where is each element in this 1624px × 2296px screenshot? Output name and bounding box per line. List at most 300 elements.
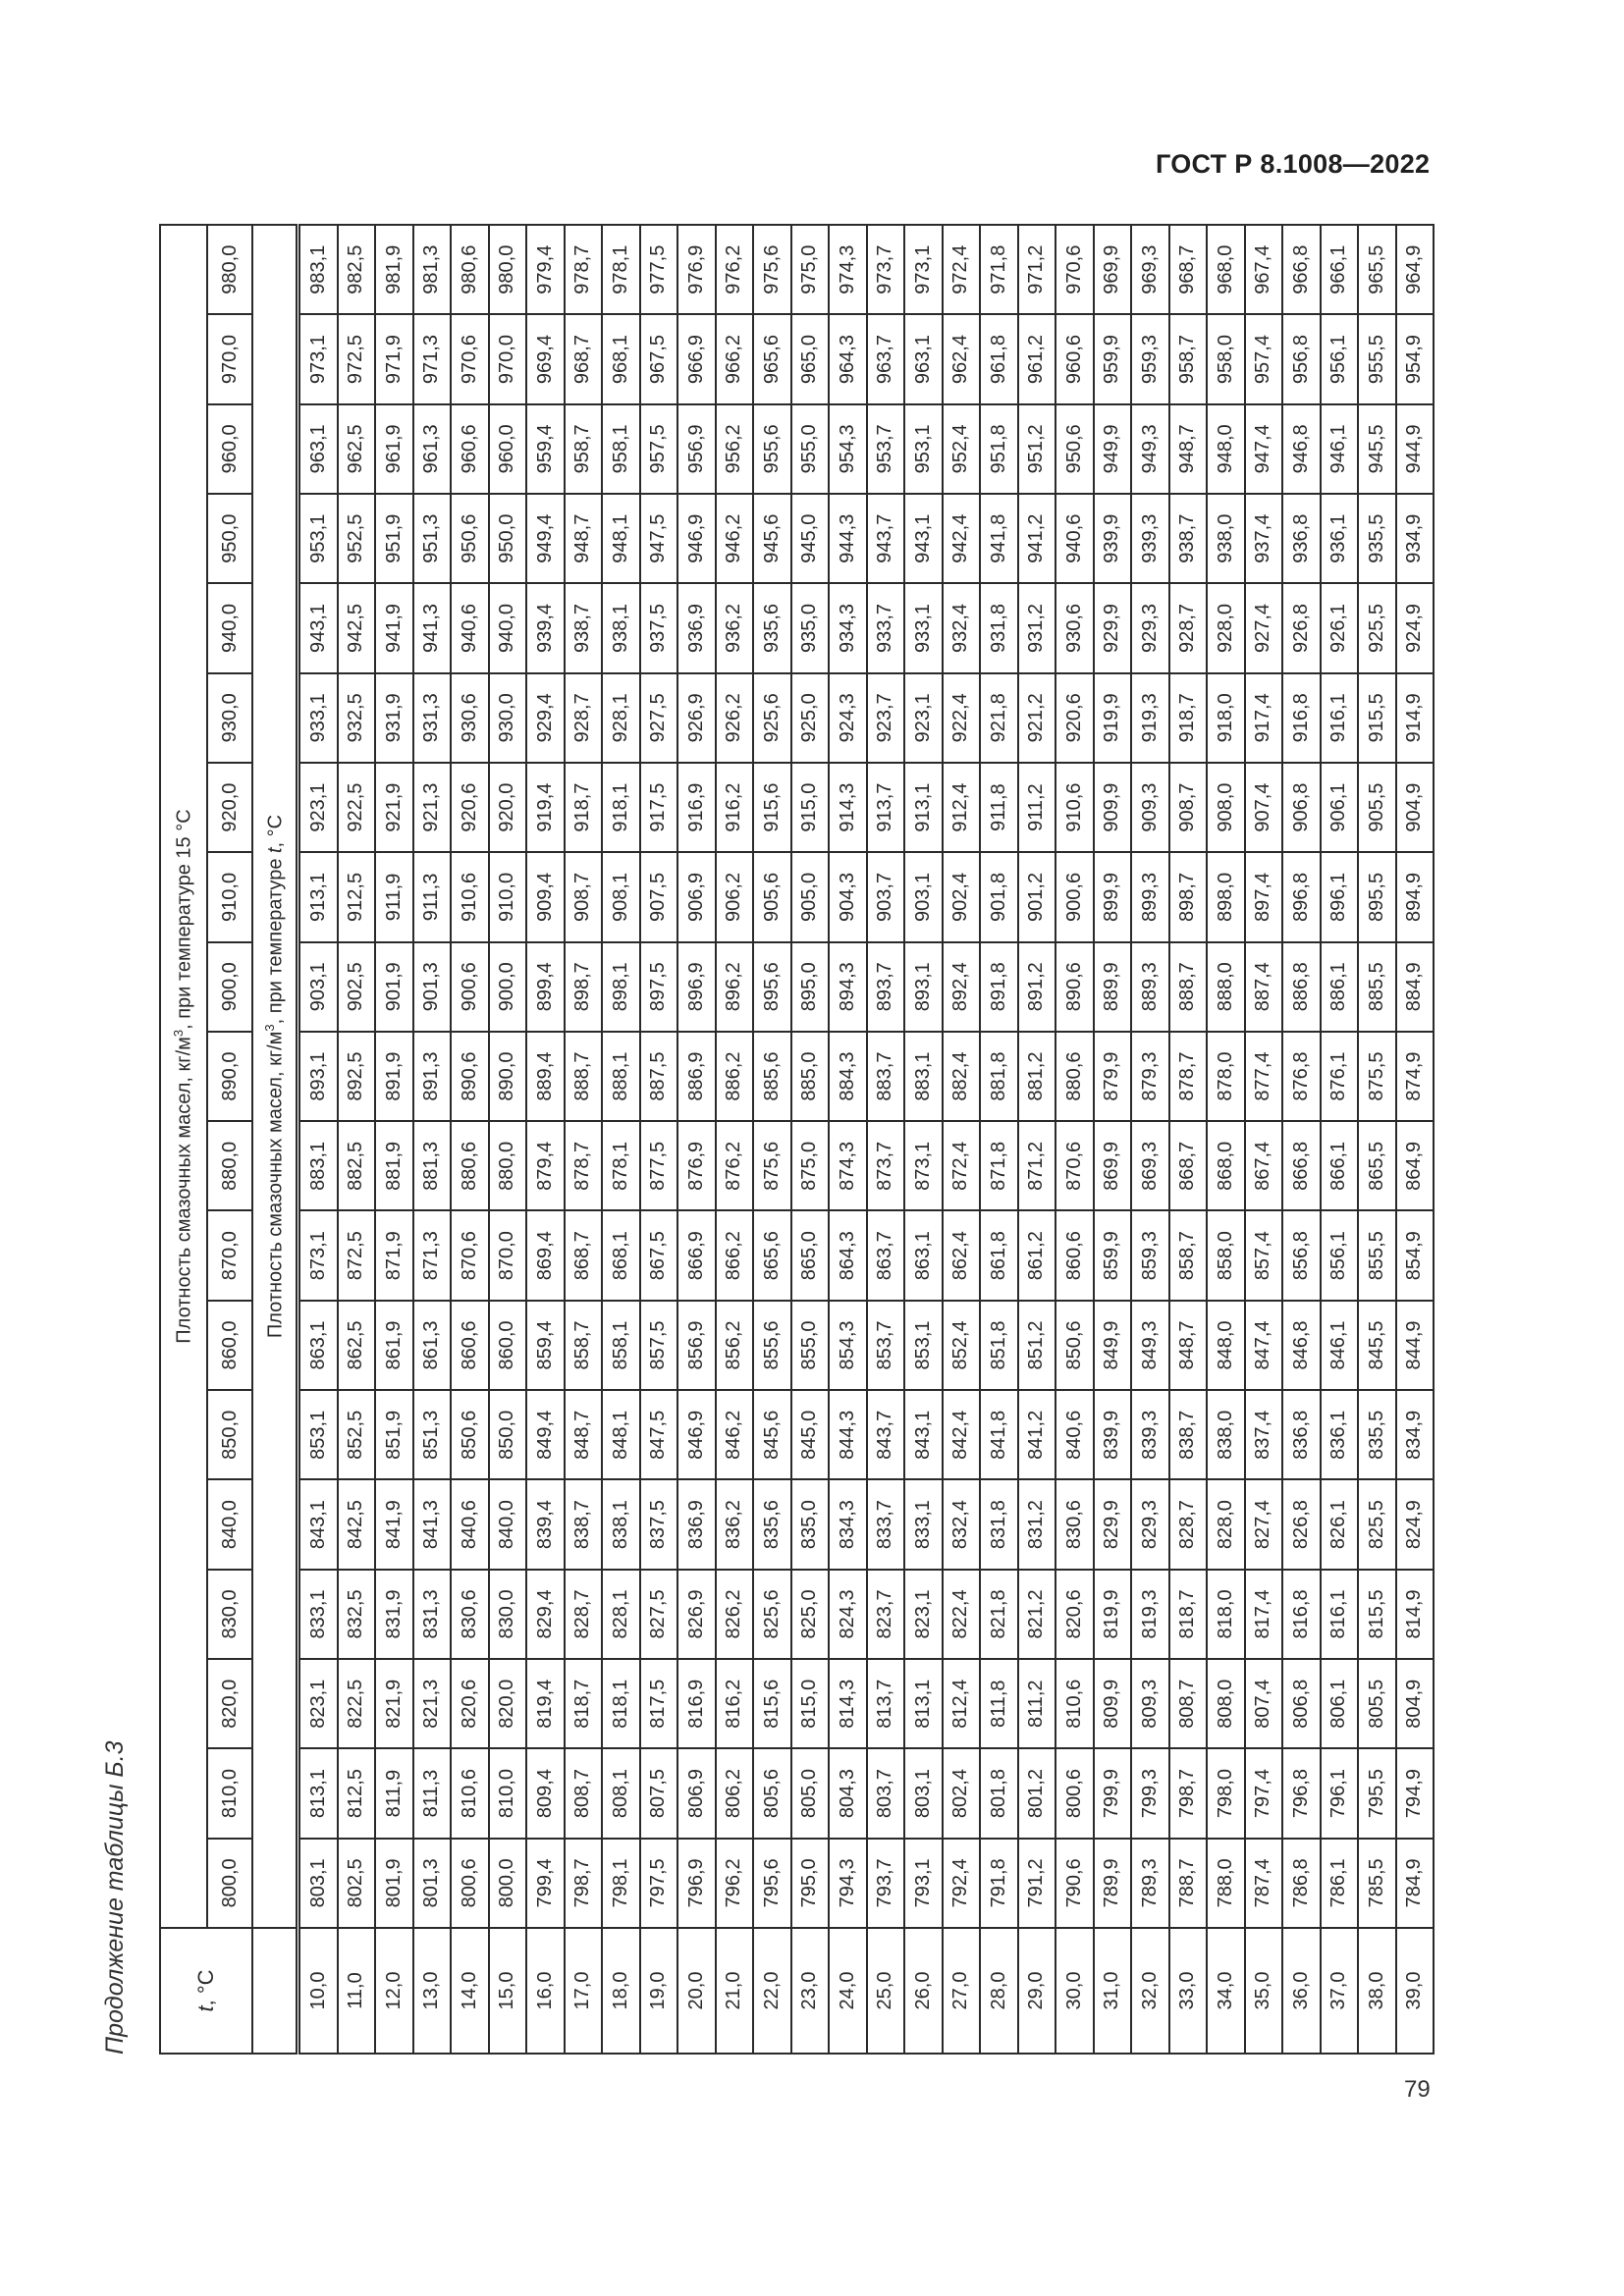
temperature-cell: 19,0	[640, 1928, 678, 2054]
density-cell: 822,5	[338, 1659, 376, 1748]
density-cell: 859,9	[1094, 1211, 1132, 1301]
density-cell: 934,3	[829, 583, 867, 672]
table-body	[298, 225, 1435, 2054]
density-cell: 962,5	[338, 404, 376, 494]
density-cell: 896,2	[716, 942, 754, 1032]
density-cell: 841,3	[413, 1479, 452, 1569]
density-cell: 849,3	[1131, 1301, 1169, 1390]
temperature-cell: 38,0	[1358, 1928, 1396, 2054]
density-cell: 906,1	[1321, 763, 1359, 852]
table-row	[602, 225, 640, 2054]
density-cell: 899,4	[526, 942, 565, 1032]
density-cell: 891,9	[375, 1032, 413, 1121]
density-cell: 807,4	[1245, 1659, 1283, 1748]
density-cell: 880,0	[489, 1121, 527, 1210]
density-cell: 981,3	[413, 225, 452, 314]
density-cell: 963,1	[298, 404, 338, 494]
density-cell: 935,5	[1358, 494, 1396, 583]
density-cell: 911,8	[980, 763, 1018, 852]
density-column-header: 860,0	[207, 1301, 252, 1390]
temperature-cell: 13,0	[413, 1928, 452, 2054]
density-cell: 863,1	[298, 1301, 338, 1390]
density-cell: 832,5	[338, 1570, 376, 1659]
density-cell: 926,2	[716, 673, 754, 763]
density-cell: 842,4	[943, 1390, 981, 1479]
density-cell: 951,3	[413, 494, 452, 583]
density-cell: 971,9	[375, 314, 413, 403]
density-cell: 822,4	[943, 1570, 981, 1659]
density-cell: 969,4	[526, 314, 565, 403]
density-cell: 890,6	[1056, 942, 1094, 1032]
density-cell: 784,9	[1396, 1839, 1435, 1928]
density-cell: 972,5	[338, 314, 376, 403]
density-cell: 975,0	[791, 225, 830, 314]
density-cell: 812,4	[943, 1659, 981, 1748]
density-cell: 870,6	[1056, 1121, 1094, 1210]
density-cell: 965,6	[753, 314, 791, 403]
table-row	[298, 225, 338, 2054]
table-row	[1282, 225, 1321, 2054]
density-cell: 806,1	[1321, 1659, 1359, 1748]
density-cell: 856,1	[1321, 1211, 1359, 1301]
density-cell: 850,6	[1056, 1301, 1094, 1390]
density-cell: 929,3	[1131, 583, 1169, 672]
temperature-cell: 12,0	[375, 1928, 413, 2054]
temperature-cell: 30,0	[1056, 1928, 1094, 2054]
density-cell: 868,7	[565, 1211, 603, 1301]
density-cell: 873,1	[904, 1121, 943, 1210]
density-cell: 798,7	[1169, 1748, 1208, 1838]
density-cell: 970,6	[451, 314, 489, 403]
density-cell: 978,1	[602, 225, 640, 314]
table-row	[1018, 225, 1056, 2054]
density-cell: 904,9	[1396, 763, 1435, 852]
density-cell: 875,0	[791, 1121, 830, 1210]
table-caption: Продолжение таблицы Б.3	[101, 1740, 129, 2055]
density-cell: 913,7	[867, 763, 905, 852]
density-cell: 891,8	[980, 942, 1018, 1032]
density-cell: 875,5	[1358, 1032, 1396, 1121]
density-column-header: 820,0	[207, 1659, 252, 1748]
temperature-cell: 39,0	[1396, 1928, 1435, 2054]
temperature-cell: 26,0	[904, 1928, 943, 2054]
density-cell: 957,4	[1245, 314, 1283, 403]
density-cell: 882,4	[943, 1032, 981, 1121]
density-cell: 964,9	[1396, 225, 1435, 314]
density-cell: 919,9	[1094, 673, 1132, 763]
density-cell: 977,5	[640, 225, 678, 314]
density-cell: 873,7	[867, 1121, 905, 1210]
density-cell: 787,4	[1245, 1839, 1283, 1928]
density-cell: 889,4	[526, 1032, 565, 1121]
density-cell: 818,1	[602, 1659, 640, 1748]
density-cell: 810,0	[489, 1748, 527, 1838]
density-cell: 965,5	[1358, 225, 1396, 314]
density-cell: 928,0	[1207, 583, 1245, 672]
density-cell: 861,3	[413, 1301, 452, 1390]
density-cell: 956,1	[1321, 314, 1359, 403]
density-cell: 856,8	[1282, 1211, 1321, 1301]
t-column-header: t, °C	[160, 1928, 252, 2054]
density-cell: 833,1	[904, 1479, 943, 1569]
density-cell: 825,6	[753, 1570, 791, 1659]
density-cell: 860,6	[451, 1301, 489, 1390]
density-cell: 886,8	[1282, 942, 1321, 1032]
density-cell: 869,3	[1131, 1121, 1169, 1210]
density-cell: 824,3	[829, 1570, 867, 1659]
density-cell: 879,4	[526, 1121, 565, 1210]
density-cell: 980,6	[451, 225, 489, 314]
density-cell: 958,7	[1169, 314, 1208, 403]
density-cell: 796,2	[716, 1839, 754, 1928]
density-cell: 870,0	[489, 1211, 527, 1301]
density-cell: 866,9	[677, 1211, 716, 1301]
density-cell: 909,9	[1094, 763, 1132, 852]
density-cell: 970,6	[1056, 225, 1094, 314]
density-cell: 808,7	[565, 1748, 603, 1838]
density-cell: 796,8	[1282, 1748, 1321, 1838]
density-cell: 901,3	[413, 942, 452, 1032]
density-cell: 922,5	[338, 763, 376, 852]
density-cell: 876,9	[677, 1121, 716, 1210]
density-cell: 952,4	[943, 404, 981, 494]
density-cell: 818,7	[565, 1659, 603, 1748]
density-cell: 791,2	[1018, 1839, 1056, 1928]
density-cell: 964,3	[829, 314, 867, 403]
density-cell: 827,4	[1245, 1479, 1283, 1569]
density-cell: 980,0	[489, 225, 527, 314]
density-column-header: 930,0	[207, 673, 252, 763]
density-column-header: 940,0	[207, 583, 252, 672]
density-cell: 869,4	[526, 1211, 565, 1301]
density-cell: 927,4	[1245, 583, 1283, 672]
density-cell: 893,1	[904, 942, 943, 1032]
density-cell: 910,0	[489, 852, 527, 941]
density-cell: 925,6	[753, 673, 791, 763]
density-cell: 915,5	[1358, 673, 1396, 763]
density-cell: 854,3	[829, 1301, 867, 1390]
density-cell: 958,1	[602, 404, 640, 494]
density-cell: 808,7	[1169, 1659, 1208, 1748]
density-cell: 851,2	[1018, 1301, 1056, 1390]
density-cell: 798,1	[602, 1839, 640, 1928]
density-cell: 962,4	[943, 314, 981, 403]
density-cell: 836,9	[677, 1479, 716, 1569]
density-cell: 801,3	[413, 1839, 452, 1928]
density-cell: 874,9	[1396, 1032, 1435, 1121]
density-cell: 950,6	[1056, 404, 1094, 494]
temperature-cell: 33,0	[1169, 1928, 1208, 2054]
density-cell: 820,6	[1056, 1570, 1094, 1659]
density-cell: 946,1	[1321, 404, 1359, 494]
density-cell: 945,5	[1358, 404, 1396, 494]
temperature-cell: 10,0	[298, 1928, 338, 2054]
density-cell: 816,9	[677, 1659, 716, 1748]
density-cell: 946,9	[677, 494, 716, 583]
density-column-header: 850,0	[207, 1390, 252, 1479]
density-cell: 810,6	[451, 1748, 489, 1838]
density-cell: 919,3	[1131, 673, 1169, 763]
density-cell: 815,6	[753, 1659, 791, 1748]
density-cell: 885,5	[1358, 942, 1396, 1032]
density-cell: 937,5	[640, 583, 678, 672]
table-row	[413, 225, 452, 2054]
table-row	[677, 225, 716, 2054]
density-cell: 816,1	[1321, 1570, 1359, 1659]
density-cell: 803,1	[298, 1839, 338, 1928]
density-cell: 881,9	[375, 1121, 413, 1210]
density-cell: 887,4	[1245, 942, 1283, 1032]
density-cell: 915,6	[753, 763, 791, 852]
temperature-cell: 35,0	[1245, 1928, 1283, 2054]
density-cell: 858,7	[565, 1301, 603, 1390]
density-cell: 924,3	[829, 673, 867, 763]
density-cell: 900,0	[489, 942, 527, 1032]
density-cell: 917,4	[1245, 673, 1283, 763]
density-cell: 861,2	[1018, 1211, 1056, 1301]
density-cell: 835,5	[1358, 1390, 1396, 1479]
density-cell: 811,8	[980, 1659, 1018, 1748]
temperature-cell: 16,0	[526, 1928, 565, 2054]
density-cell: 794,3	[829, 1839, 867, 1928]
density-cell: 886,2	[716, 1032, 754, 1121]
density-cell: 871,2	[1018, 1121, 1056, 1210]
density-cell: 856,9	[677, 1301, 716, 1390]
table-row	[338, 225, 376, 2054]
density-cell: 883,1	[298, 1121, 338, 1210]
density-cell: 814,3	[829, 1659, 867, 1748]
density-cell: 792,4	[943, 1839, 981, 1928]
density-cell: 938,1	[602, 583, 640, 672]
density-cell: 803,1	[904, 1748, 943, 1838]
density-cell: 901,2	[1018, 852, 1056, 941]
density-cell: 807,5	[640, 1748, 678, 1838]
density-cell: 916,1	[1321, 673, 1359, 763]
density-cell: 953,1	[904, 404, 943, 494]
table-row	[526, 225, 565, 2054]
density-cell: 815,5	[1358, 1570, 1396, 1659]
density-cell: 882,5	[338, 1121, 376, 1210]
density-cell: 932,4	[943, 583, 981, 672]
density-cell: 911,9	[375, 852, 413, 941]
density-cell: 809,4	[526, 1748, 565, 1838]
density-cell: 818,7	[1169, 1570, 1208, 1659]
density-cell: 826,2	[716, 1570, 754, 1659]
density-cell: 884,9	[1396, 942, 1435, 1032]
density-cell: 828,1	[602, 1570, 640, 1659]
density-cell: 833,7	[867, 1479, 905, 1569]
density-cell: 948,1	[602, 494, 640, 583]
page-number: 79	[1404, 2076, 1431, 2103]
density-cell: 928,1	[602, 673, 640, 763]
density-cell: 913,1	[904, 763, 943, 852]
density-cell: 963,7	[867, 314, 905, 403]
table-row	[753, 225, 791, 2054]
table-row	[640, 225, 678, 2054]
density-cell: 923,7	[867, 673, 905, 763]
density-cell: 968,7	[565, 314, 603, 403]
density-cell: 926,1	[1321, 583, 1359, 672]
density-cell: 894,3	[829, 942, 867, 1032]
density-cell: 970,0	[489, 314, 527, 403]
density-cell: 849,4	[526, 1390, 565, 1479]
density-cell: 841,2	[1018, 1390, 1056, 1479]
temperature-cell: 34,0	[1207, 1928, 1245, 2054]
density-cell: 795,6	[753, 1839, 791, 1928]
density-cell: 838,0	[1207, 1390, 1245, 1479]
density-cell: 819,3	[1131, 1570, 1169, 1659]
density-cell: 933,1	[904, 583, 943, 672]
density-cell: 897,5	[640, 942, 678, 1032]
density-column-header: 800,0	[207, 1839, 252, 1928]
density-cell: 930,0	[489, 673, 527, 763]
density-cell: 871,9	[375, 1211, 413, 1301]
density-cell: 862,4	[943, 1211, 981, 1301]
density-cell: 861,8	[980, 1211, 1018, 1301]
density-cell: 959,3	[1131, 314, 1169, 403]
density-cell: 936,8	[1282, 494, 1321, 583]
density-cell: 786,1	[1321, 1839, 1359, 1928]
density-cell: 801,2	[1018, 1748, 1056, 1838]
temperature-cell: 21,0	[716, 1928, 754, 2054]
density-cell: 926,8	[1282, 583, 1321, 672]
density-cell: 840,0	[489, 1479, 527, 1569]
density-cell: 846,9	[677, 1390, 716, 1479]
density-cell: 893,1	[298, 1032, 338, 1121]
density-cell: 841,8	[980, 1390, 1018, 1479]
density-cell: 867,4	[1245, 1121, 1283, 1210]
density-cell: 801,9	[375, 1839, 413, 1928]
density-cell: 905,6	[753, 852, 791, 941]
subtitle-blank-cell	[252, 1928, 298, 2054]
density-cell: 934,9	[1396, 494, 1435, 583]
density-cell: 959,4	[526, 404, 565, 494]
density-cell: 925,5	[1358, 583, 1396, 672]
density-column-header: 900,0	[207, 942, 252, 1032]
density-cell: 889,9	[1094, 942, 1132, 1032]
density-cell: 937,4	[1245, 494, 1283, 583]
density-cell: 906,9	[677, 852, 716, 941]
density-cell: 929,4	[526, 673, 565, 763]
density-cell: 949,3	[1131, 404, 1169, 494]
density-cell: 968,0	[1207, 225, 1245, 314]
density-cell: 831,2	[1018, 1479, 1056, 1569]
density-cell: 961,3	[413, 404, 452, 494]
density-cell: 864,9	[1396, 1121, 1435, 1210]
density-cell: 799,3	[1131, 1748, 1169, 1838]
density-cell: 865,0	[791, 1211, 830, 1301]
density-cell: 858,7	[1169, 1211, 1208, 1301]
density-cell: 939,3	[1131, 494, 1169, 583]
density-cell: 848,7	[1169, 1301, 1208, 1390]
density-cell: 861,9	[375, 1301, 413, 1390]
temperature-cell: 15,0	[489, 1928, 527, 2054]
density-cell: 903,7	[867, 852, 905, 941]
density-cell: 896,9	[677, 942, 716, 1032]
density-cell: 845,5	[1358, 1301, 1396, 1390]
density-cell: 855,0	[791, 1301, 830, 1390]
density-cell: 802,4	[943, 1748, 981, 1838]
density-cell: 914,3	[829, 763, 867, 852]
density-cell: 788,0	[1207, 1839, 1245, 1928]
density-cell: 817,5	[640, 1659, 678, 1748]
density-cell: 875,6	[753, 1121, 791, 1210]
density-cell: 813,1	[298, 1748, 338, 1838]
density-cell: 902,5	[338, 942, 376, 1032]
density-cell: 884,3	[829, 1032, 867, 1121]
density-cell: 963,1	[904, 314, 943, 403]
density-cell: 918,7	[565, 763, 603, 852]
density-cell: 844,3	[829, 1390, 867, 1479]
density-cell: 823,7	[867, 1570, 905, 1659]
density-cell: 907,4	[1245, 763, 1283, 852]
density-cell: 905,0	[791, 852, 830, 941]
density-cell: 910,6	[1056, 763, 1094, 852]
density-cell: 872,5	[338, 1211, 376, 1301]
density-cell: 831,9	[375, 1570, 413, 1659]
density-cell: 803,7	[867, 1748, 905, 1838]
density-cell: 901,9	[375, 942, 413, 1032]
density-cell: 947,4	[1245, 404, 1283, 494]
density-cell: 896,1	[1321, 852, 1359, 941]
density-cell: 800,0	[489, 1839, 527, 1928]
density-cell: 877,5	[640, 1121, 678, 1210]
density-cell: 881,3	[413, 1121, 452, 1210]
density-cell: 895,6	[753, 942, 791, 1032]
density-column-header: 950,0	[207, 494, 252, 583]
density-cell: 852,5	[338, 1390, 376, 1479]
density-cell: 914,9	[1396, 673, 1435, 763]
density-cell: 933,1	[298, 673, 338, 763]
density-cell: 828,7	[565, 1570, 603, 1659]
density-cell: 857,4	[1245, 1211, 1283, 1301]
density-cell: 892,4	[943, 942, 981, 1032]
density-cell: 920,0	[489, 763, 527, 852]
density-cell: 873,1	[298, 1211, 338, 1301]
density-cell: 961,8	[980, 314, 1018, 403]
density-cell: 918,0	[1207, 673, 1245, 763]
table-row	[1358, 225, 1396, 2054]
density-column-header: 980,0	[207, 225, 252, 314]
density-cell: 974,3	[829, 225, 867, 314]
density-cell: 883,1	[904, 1032, 943, 1121]
table-row	[451, 225, 489, 2054]
density-cell: 876,2	[716, 1121, 754, 1210]
density-cell: 838,1	[602, 1479, 640, 1569]
table-row	[716, 225, 754, 2054]
temperature-cell: 27,0	[943, 1928, 981, 2054]
density-cell: 899,9	[1094, 852, 1132, 941]
density-cell: 946,8	[1282, 404, 1321, 494]
density-cell: 941,8	[980, 494, 1018, 583]
density-cell: 976,9	[677, 225, 716, 314]
density-cell: 951,9	[375, 494, 413, 583]
density-cell: 944,9	[1396, 404, 1435, 494]
density-cell: 805,5	[1358, 1659, 1396, 1748]
density-cell: 906,8	[1282, 763, 1321, 852]
density-cell: 868,1	[602, 1211, 640, 1301]
density-cell: 876,8	[1282, 1032, 1321, 1121]
density-cell: 916,8	[1282, 673, 1321, 763]
density-cell: 943,1	[298, 583, 338, 672]
density-cell: 821,9	[375, 1659, 413, 1748]
density-column-header: 960,0	[207, 404, 252, 494]
density-cell: 879,9	[1094, 1032, 1132, 1121]
density-cell: 878,7	[1169, 1032, 1208, 1121]
density-cell: 813,1	[904, 1659, 943, 1748]
density-cell: 845,0	[791, 1390, 830, 1479]
density-cell: 833,1	[298, 1570, 338, 1659]
